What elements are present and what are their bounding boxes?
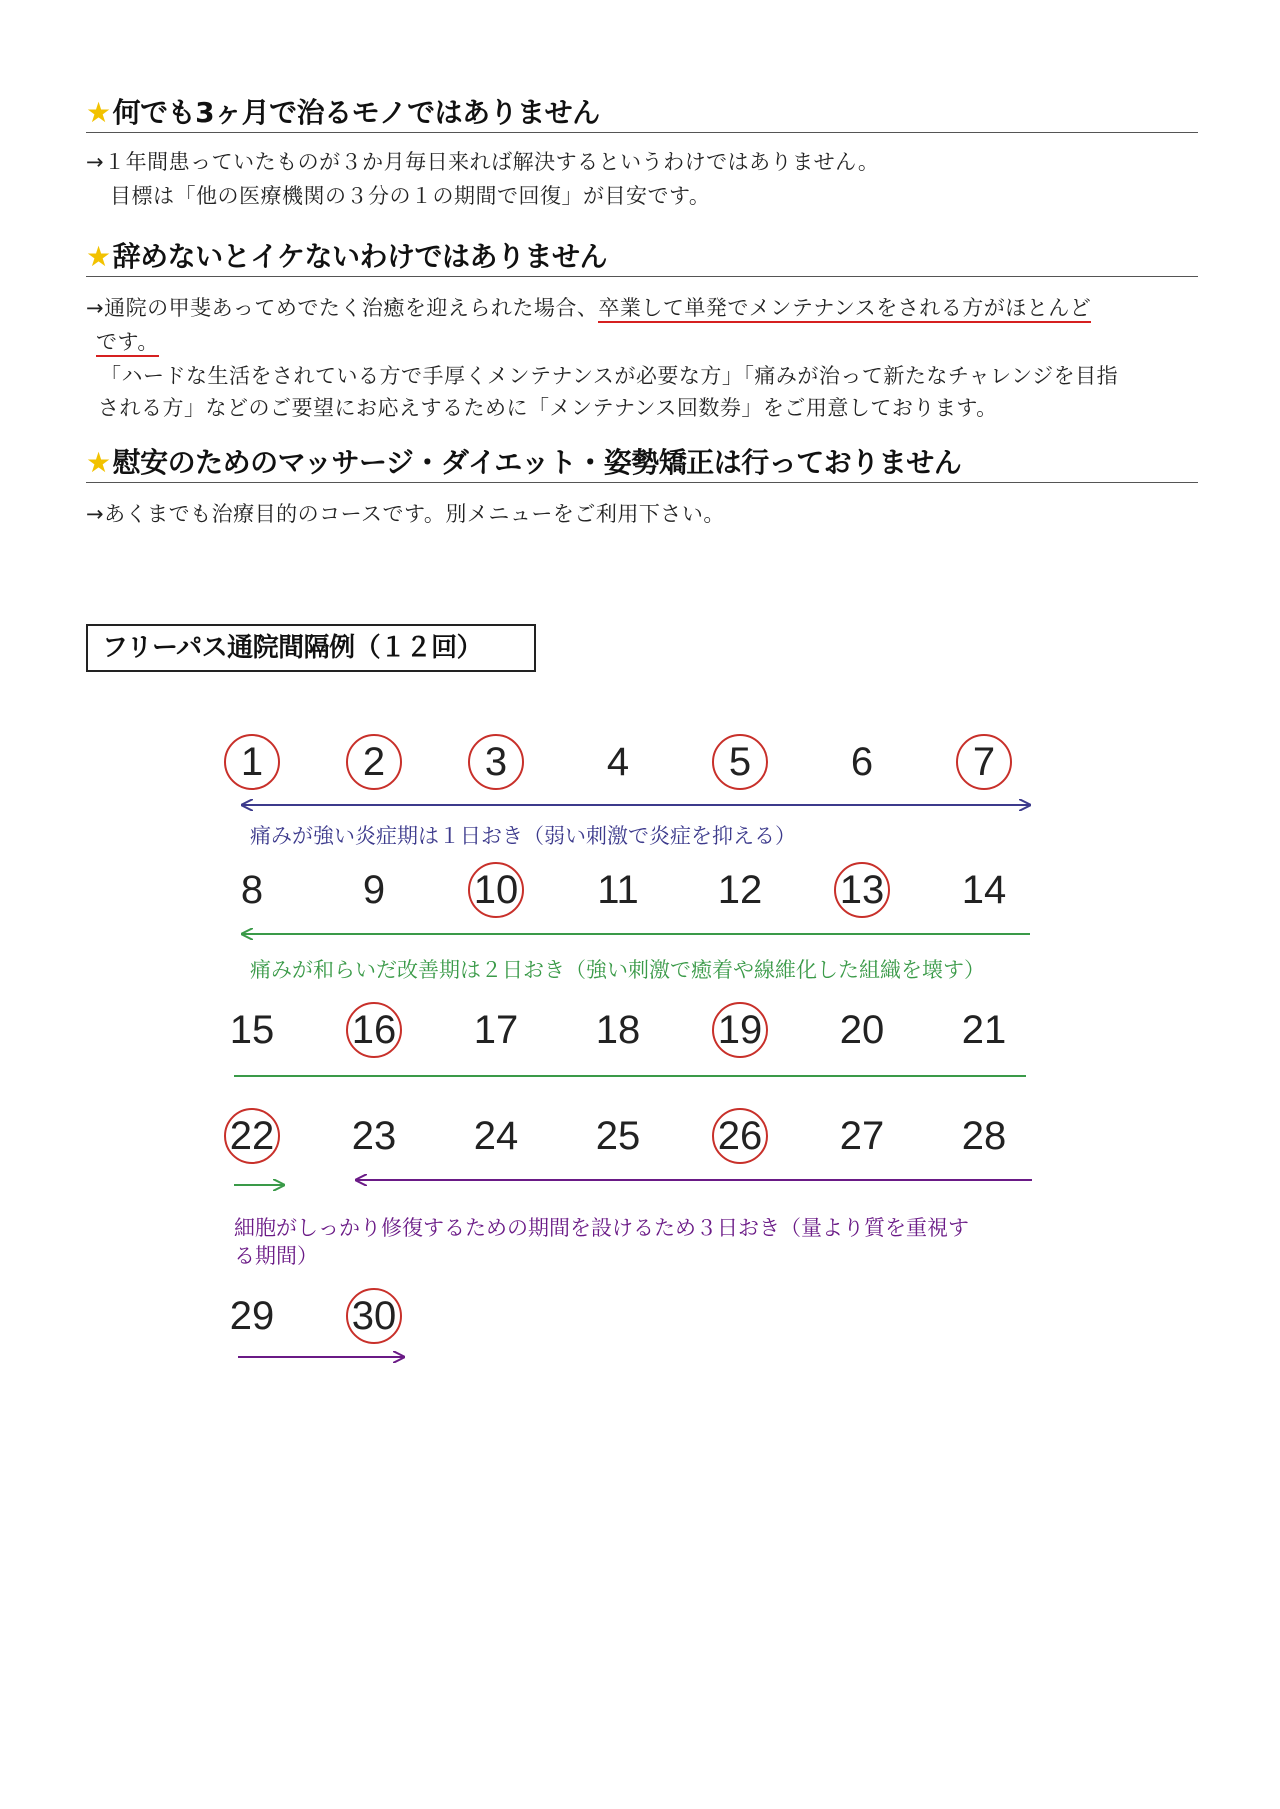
- day-number: 21: [961, 1008, 1007, 1052]
- day-number: 15: [229, 1008, 275, 1052]
- day-number: 25: [595, 1114, 641, 1158]
- day-number: 29: [229, 1294, 275, 1338]
- phase-1-text: 痛みが強い炎症期は１日おき（弱い刺激で炎症を抑える）: [250, 824, 796, 848]
- underlined-text: 卒業して単発でメンテナンスをされる方がほとんど: [598, 296, 1091, 323]
- day-number: 6: [850, 740, 874, 784]
- day-number: 12: [717, 868, 763, 912]
- visit-day-circled: 30: [346, 1288, 402, 1344]
- star-icon: ★: [86, 96, 111, 129]
- day-number: 8: [240, 868, 264, 912]
- section-title-2-text: 辞めないとイケないわけではありません: [112, 240, 608, 273]
- visit-day-circled: 26: [712, 1108, 768, 1164]
- day-number: 11: [597, 868, 639, 912]
- schedule-heading: フリーパス通院間隔例（１２回）: [86, 624, 536, 672]
- day-number: 27: [839, 1114, 885, 1158]
- section-title-1-text: 何でも3ヶ月で治るモノではありません: [112, 96, 600, 129]
- visit-day-circled: 10: [468, 862, 524, 918]
- section-1-line-2: 目標は「他の医療機関の３分の１の期間で回復」が目安です。: [110, 184, 711, 208]
- visit-day-circled: 3: [468, 734, 524, 790]
- underlined-text-2: です。: [96, 330, 159, 357]
- visit-day-circled: 1: [224, 734, 280, 790]
- visit-day-circled: 16: [346, 1002, 402, 1058]
- day-number: 23: [351, 1114, 397, 1158]
- visit-day-circled: 2: [346, 734, 402, 790]
- day-number: 18: [595, 1008, 641, 1052]
- day-number: 17: [473, 1008, 519, 1052]
- day-number: 9: [362, 868, 386, 912]
- day-number: 28: [961, 1114, 1007, 1158]
- section-1-line-1: →１年間患っていたものが３か月毎日来れば解決するというわけではありません。: [86, 150, 880, 174]
- day-number: 14: [961, 868, 1007, 912]
- visit-day-circled: 22: [224, 1108, 280, 1164]
- star-icon: ★: [86, 446, 111, 479]
- phase-2-text: 痛みが和らいだ改善期は２日おき（強い刺激で癒着や線維化した組織を壊す）: [250, 958, 985, 982]
- visit-day-circled: 7: [956, 734, 1012, 790]
- day-number: 4: [606, 740, 630, 784]
- phase-3-text-2: る期間）: [234, 1244, 318, 1268]
- visit-day-circled: 19: [712, 1002, 768, 1058]
- day-number: 20: [839, 1008, 885, 1052]
- section-3-line-1: →あくまでも治療目的のコースです。別メニューをご利用下さい。: [86, 502, 725, 526]
- visit-day-circled: 5: [712, 734, 768, 790]
- day-number: 24: [473, 1114, 519, 1158]
- phase-3-text: 細胞がしっかり修復するための期間を設けるため３日おき（量より質を重視す: [234, 1216, 969, 1240]
- section-title-3-text: 慰安のためのマッサージ・ダイエット・姿勢矯正は行っておりません: [112, 446, 962, 479]
- visit-day-circled: 13: [834, 862, 890, 918]
- section-2-line-1-text: →通院の甲斐あってめでたく治癒を迎えられた場合、: [86, 296, 599, 320]
- section-2-line-4: される方」などのご要望にお応えするために「メンテナンス回数券」をご用意しております。: [98, 396, 998, 420]
- section-2-line-3: 「ハードな生活をされている方で手厚くメンテナンスが必要な方」「痛みが治って新たなチャレンジを目指: [100, 364, 1119, 388]
- star-icon: ★: [86, 240, 111, 273]
